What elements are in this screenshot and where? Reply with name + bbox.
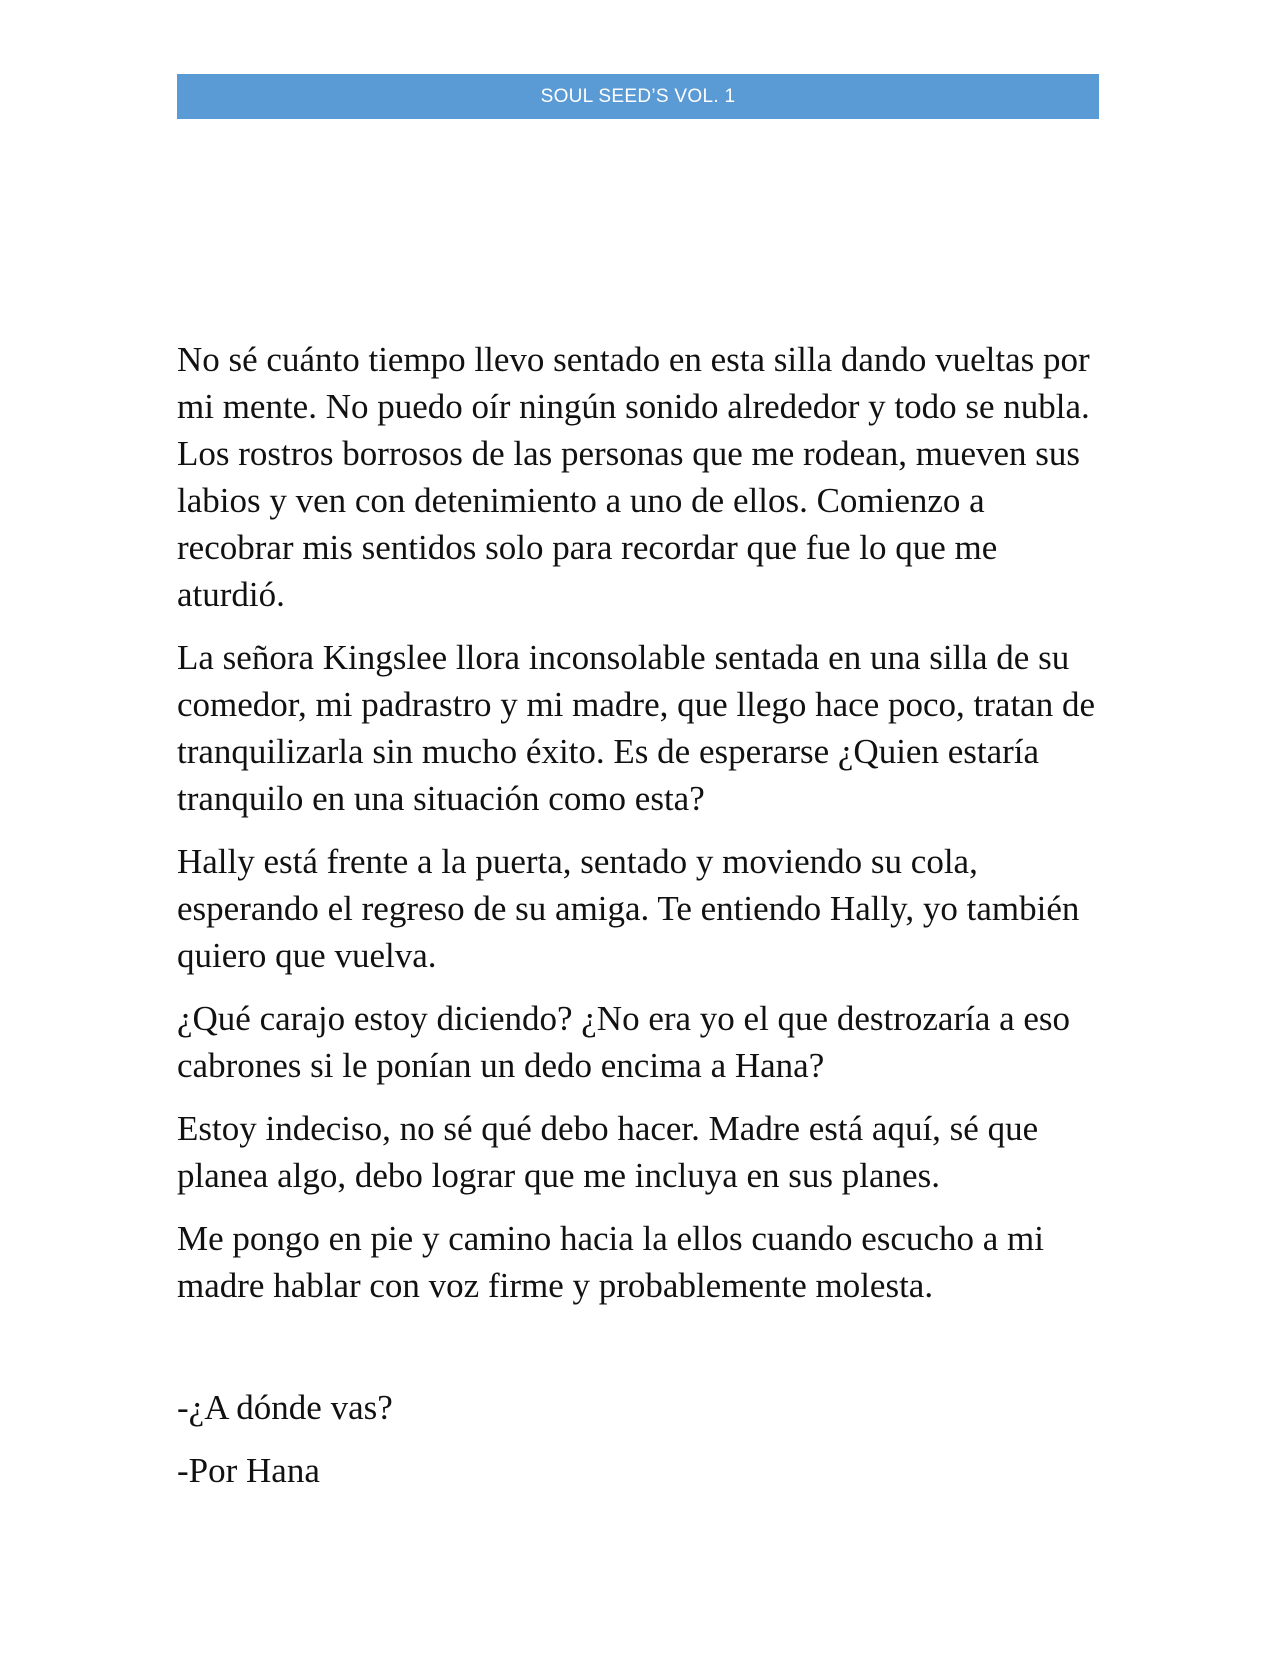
paragraph: La señora Kingslee llora inconsolable sentada en una silla de su comedor, mi padrastro y mi madre, que llego hace poco, tratan de tranquilizarla sin mucho éxito. Es de esperarse ¿Quien estaría tranquilo en una situación como esta? — [177, 638, 1095, 818]
dialogue-line: -Por Hana — [177, 1451, 320, 1490]
paragraph: Estoy indeciso, no sé qué debo hacer. Madre está aquí, sé que planea algo, debo lograr que me incluya en sus planes. — [177, 1109, 1039, 1195]
paragraph: No sé cuánto tiempo llevo sentado en esta silla dando vueltas por mi mente. No puedo oír ningún sonido alrededor y todo se nubla. Los rostros borrosos de las personas que me rodean, mueven sus labios y ven con detenimiento a uno de ellos. Comienzo a recobrar mis sentidos solo para recordar que fue lo que me aturdió. — [177, 340, 1090, 614]
dialogue-block — [177, 1384, 393, 1510]
paragraph: ¿Qué carajo estoy diciendo? ¿No era yo el que destrozaría a eso cabrones si le ponían un dedo encima a Hana? — [177, 999, 1071, 1085]
running-header-title: SOUL SEED’S VOL. 1 — [540, 85, 736, 107]
dialogue-line: -¿A dónde vas? — [177, 1388, 393, 1427]
body-text — [177, 336, 1107, 1325]
paragraph: Hally está frente a la puerta, sentado y moviendo su cola, esperando el regreso de su amiga. Te entiendo Hally, yo también quiero que vuelva. — [177, 842, 1080, 975]
paragraph: Me pongo en pie y camino hacia la ellos cuando escucho a mi madre hablar con voz firme y probablemente molesta. — [177, 1219, 1044, 1305]
running-header-bar — [177, 74, 1099, 119]
